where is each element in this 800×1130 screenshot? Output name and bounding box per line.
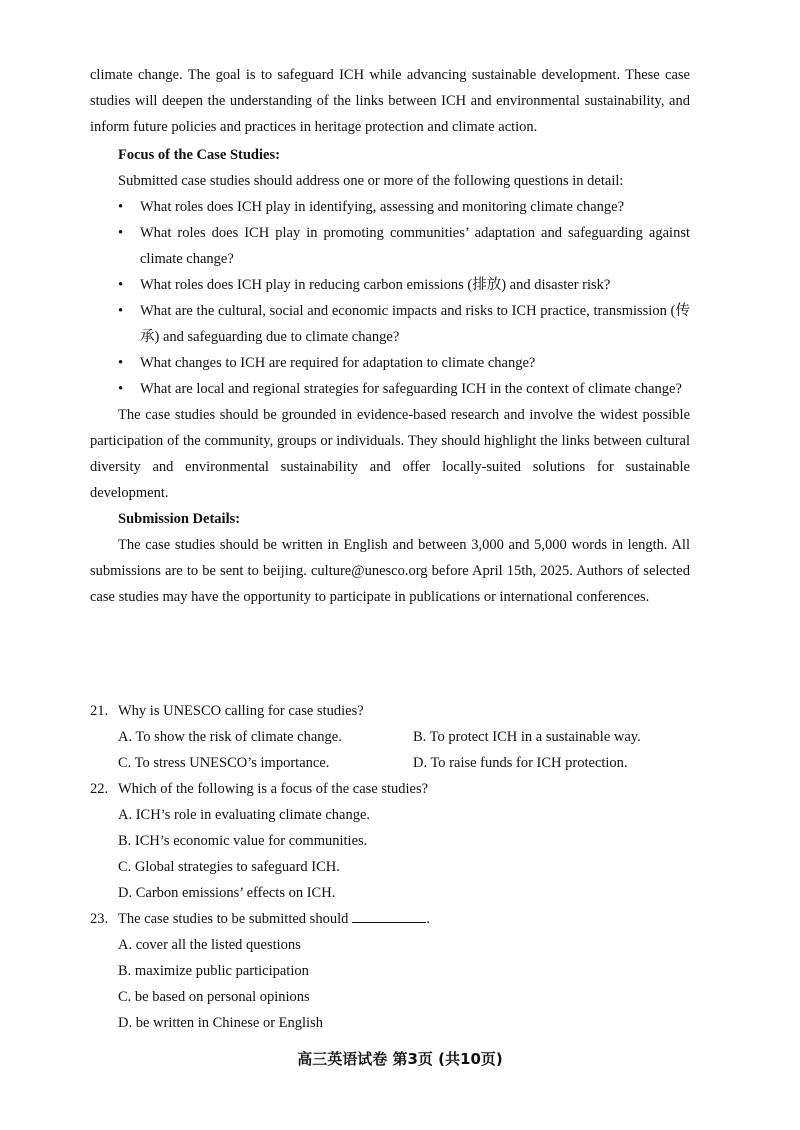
- option-a[interactable]: A. cover all the listed questions: [118, 937, 301, 953]
- answer-blank[interactable]: [352, 908, 426, 923]
- question-21: [90, 698, 680, 776]
- option-c[interactable]: C. Global strategies to safeguard ICH.: [118, 859, 340, 875]
- focus-heading: Focus of the Case Studies:: [118, 147, 280, 163]
- focus-paragraph: The case studies should be grounded in evidence-based research and involve the widest possible participation of the community, groups or individuals. They should highlight the links between cultural diversity and environmental sustainability and offer locally-suited solutions for sustainable development.: [90, 407, 690, 501]
- question-stem: Why is UNESCO calling for case studies?: [118, 703, 364, 719]
- page-footer: 高三英语试卷 第3页 (共10页): [297, 1050, 503, 1068]
- option-c[interactable]: C. be based on personal opinions: [118, 989, 310, 1005]
- option-d[interactable]: D. Carbon emissions’ effects on ICH.: [118, 885, 336, 901]
- stem-end: .: [426, 911, 430, 927]
- focus-question: • What roles does ICH play in reducing carbon emissions (排放) and disaster risk?: [118, 272, 690, 298]
- option-a[interactable]: A. To show the risk of climate change.: [118, 729, 342, 745]
- option-d[interactable]: D. To raise funds for ICH protection.: [413, 755, 628, 771]
- answer-options: [118, 932, 680, 1036]
- submission-paragraph: The case studies should be written in English and between 3,000 and 5,000 words in length. All submissions are to be sent to beijing. culture@unesco.org before April 15th, 2025. Authors of selected case studies may have the opportunity to participate in publications or international conferences.: [90, 537, 690, 605]
- passage: [90, 62, 690, 610]
- submission-heading: Submission Details:: [118, 511, 241, 527]
- focus-question: • What changes to ICH are required for adaptation to climate change?: [118, 350, 690, 376]
- question-23: [90, 906, 680, 1036]
- option-b[interactable]: B. ICH’s economic value for communities.: [118, 833, 368, 849]
- option-b[interactable]: B. maximize public participation: [118, 963, 309, 979]
- focus-intro: Submitted case studies should address one or more of the following questions in detail:: [118, 173, 624, 189]
- option-a[interactable]: A. ICH’s role in evaluating climate change.: [118, 807, 371, 823]
- question-stem: Which of the following is a focus of the case studies?: [118, 781, 429, 797]
- question-22: [90, 776, 680, 906]
- focus-question: • What roles does ICH play in promoting communities’ adaptation and safeguarding against climate change?: [118, 220, 690, 272]
- focus-question-list: [90, 194, 690, 402]
- question-section: [90, 698, 680, 1036]
- intro-paragraph: climate change. The goal is to safeguard ICH while advancing sustainable development. These case studies will deepen the understanding of the links between ICH and environmental sustainability, and inform future policies and practices in heritage protection and climate action.: [90, 67, 690, 135]
- question-number: 21.: [90, 703, 109, 719]
- question-number: 22.: [90, 781, 109, 797]
- question-stem: The case studies to be submitted should: [118, 911, 349, 927]
- option-d[interactable]: D. be written in Chinese or English: [118, 1015, 323, 1031]
- option-c[interactable]: C. To stress UNESCO’s importance.: [118, 755, 330, 771]
- focus-question: • What are the cultural, social and economic impacts and risks to ICH practice, transmission (传承) and safeguarding due to climate change?: [118, 298, 690, 350]
- answer-options: [118, 724, 680, 776]
- option-b[interactable]: B. To protect ICH in a sustainable way.: [413, 729, 641, 745]
- answer-options: [118, 802, 680, 906]
- question-number: 23.: [90, 911, 109, 927]
- focus-question: • What roles does ICH play in identifying, assessing and monitoring climate change?: [118, 194, 690, 220]
- focus-question: • What are local and regional strategies for safeguarding ICH in the context of climate change?: [118, 376, 690, 402]
